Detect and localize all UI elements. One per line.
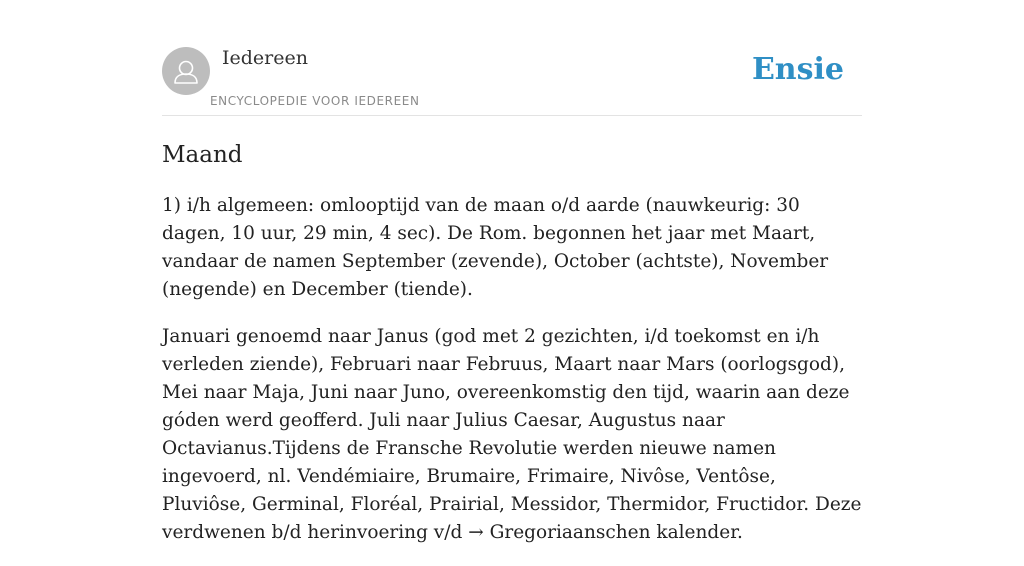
author-avatar[interactable] (162, 47, 210, 95)
article-paragraph: Januari genoemd naar Janus (god met 2 gezichten, i/d toekomst en i/h verleden ziende), Februari naar Februus, Maart naar Mars (oorlogsgod), Mei naar Maja, Juni naar Juno, overeenkomstig den tijd, waarin aan deze góden werd geofferd. Juli naar Julius Caesar, Augustus naar Octavianus.Tijdens de Fransche Revolutie werden nieuwe namen ingevoerd, nl. Vendémiaire, Brumaire, Frimaire, Nivôse, Ventôse, Pluviôse, Germinal, Floréal, Prairial, Messidor, Thermidor, Fructidor. Deze verdwenen b/d herinvoering v/d → Gregoriaanschen kalender. (162, 326, 862, 543)
article-header (162, 0, 862, 116)
article-title: Maand (162, 142, 243, 168)
page-container (162, 0, 862, 543)
article-paragraph: 1) i/h algemeen: omlooptijd van de maan o/d aarde (nauwkeurig: 30 dagen, 10 uur, 29 min, 4 sec). De Rom. begonnen het jaar met Maart, vandaar de namen September (zevende), October (achtste), November (negende) en December (tiende). (162, 195, 829, 300)
author-name[interactable]: Iedereen (222, 47, 308, 69)
site-subtitle: ENCYCLOPEDIE VOOR IEDEREEN (210, 94, 420, 108)
user-icon (162, 47, 210, 95)
ensie-logo[interactable]: Ensie (751, 52, 844, 87)
article-body (162, 192, 862, 566)
